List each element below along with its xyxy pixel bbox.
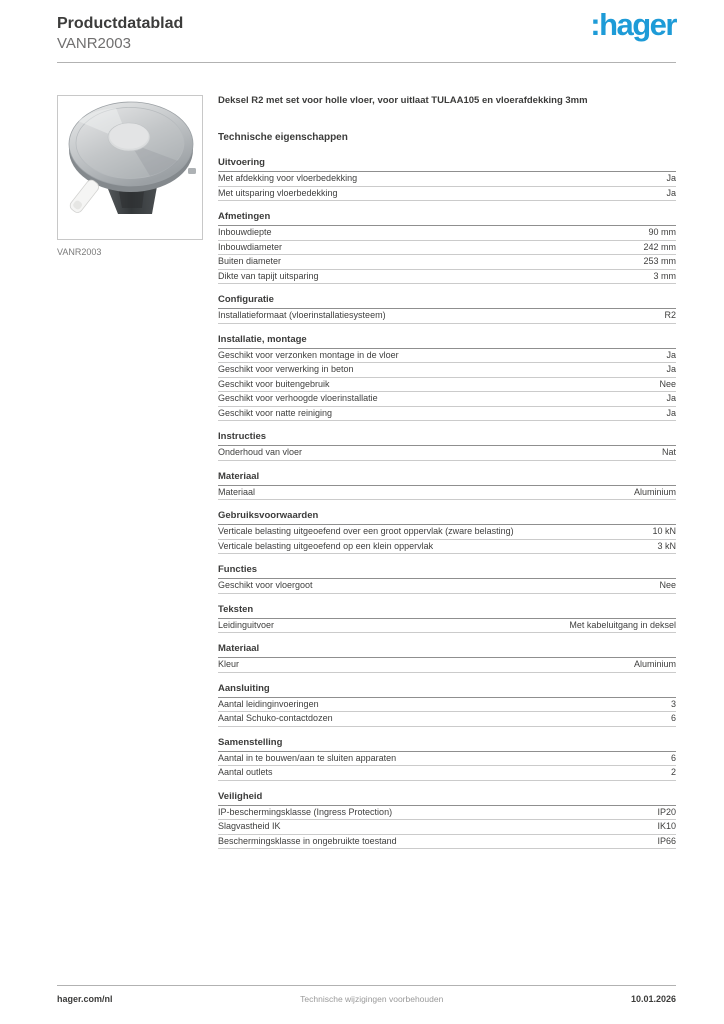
spec-rows: [218, 226, 676, 284]
spec-value: 2: [670, 767, 676, 778]
spec-label: Beschermingsklasse in ongebruikte toestand: [218, 835, 397, 846]
spec-row: [218, 392, 676, 407]
spec-value: R2: [664, 310, 676, 321]
spec-value: Ja: [666, 349, 676, 360]
spec-section: [218, 604, 676, 634]
spec-section-title: Materiaal: [218, 471, 676, 486]
spec-label: Geschikt voor vloergoot: [218, 580, 313, 591]
spec-section-title: Teksten: [218, 604, 676, 619]
spec-row: [218, 270, 676, 285]
spec-value: 10 kN: [652, 526, 676, 537]
spec-value: 90 mm: [648, 227, 676, 238]
spec-value: 3 kN: [657, 540, 676, 551]
spec-label: Verticale belasting uitgeoefend over een groot oppervlak (zware belasting): [218, 526, 514, 537]
spec-label: Aantal leidinginvoeringen: [218, 698, 319, 709]
spec-row: [218, 486, 676, 501]
spec-rows: [218, 658, 676, 673]
page-footer: [57, 985, 676, 1004]
spec-row: [218, 619, 676, 634]
spec-row: [218, 525, 676, 540]
specs-heading: Technische eigenschappen: [218, 132, 348, 143]
spec-value: Nat: [661, 447, 676, 458]
spec-rows: [218, 619, 676, 634]
spec-rows: [218, 806, 676, 850]
spec-rows: [218, 525, 676, 554]
spec-label: Aantal outlets: [218, 767, 273, 778]
spec-section-title: Installatie, montage: [218, 334, 676, 349]
spec-row: [218, 363, 676, 378]
spec-section: [218, 737, 676, 781]
spec-rows: [218, 579, 676, 594]
spec-section-title: Instructies: [218, 431, 676, 446]
spec-rows: [218, 309, 676, 324]
spec-section: [218, 431, 676, 461]
spec-value: Ja: [666, 393, 676, 404]
spec-row: [218, 241, 676, 256]
spec-value: Nee: [659, 580, 676, 591]
spec-value: 242 mm: [643, 241, 676, 252]
spec-section: [218, 510, 676, 554]
spec-section: [218, 643, 676, 673]
spec-value: Ja: [666, 187, 676, 198]
specifications-column: [218, 95, 676, 849]
spec-label: Materiaal: [218, 486, 256, 497]
spec-row: [218, 378, 676, 393]
spec-value: 253 mm: [643, 256, 676, 267]
spec-label: Geschikt voor verzonken montage in de vloer: [218, 349, 399, 360]
spec-value: IP66: [657, 835, 676, 846]
spec-label: Geschikt voor buitengebruik: [218, 378, 330, 389]
spec-label: Leidinguitvoer: [218, 619, 275, 630]
spec-section-title: Veiligheid: [218, 791, 676, 806]
spec-row: [218, 820, 676, 835]
spec-section-title: Afmetingen: [218, 211, 676, 226]
spec-label: Met uitsparing vloerbedekking: [218, 187, 338, 198]
doc-type-title: Productdatablad: [57, 15, 184, 32]
spec-row: [218, 766, 676, 781]
spec-section: [218, 294, 676, 324]
spec-row: [218, 446, 676, 461]
spec-label: Geschikt voor verwerking in beton: [218, 364, 354, 375]
spec-value: Met kabeluitgang in deksel: [569, 619, 676, 630]
spec-label: Met afdekking voor vloerbedekking: [218, 173, 358, 184]
spec-label: Aantal in te bouwen/aan te sluiten apparaten: [218, 752, 397, 763]
spec-row: [218, 172, 676, 187]
spec-section: [218, 683, 676, 727]
spec-row: [218, 835, 676, 850]
spec-rows: [218, 446, 676, 461]
spec-row: [218, 540, 676, 555]
spec-value: IK10: [657, 821, 676, 832]
floor-box-cover-illustration: [58, 96, 202, 239]
hager-logo: :hager: [590, 7, 676, 42]
spec-row: [218, 658, 676, 673]
spec-row: [218, 255, 676, 270]
spec-section-title: Configuratie: [218, 294, 676, 309]
footer-website-link[interactable]: hager.com/nl: [57, 994, 113, 1004]
spec-row: [218, 806, 676, 821]
spec-label: IP-beschermingsklasse (Ingress Protection): [218, 806, 393, 817]
image-caption: VANR2003: [57, 247, 102, 257]
spec-rows: [218, 172, 676, 201]
spec-label: Installatieformaat (vloerinstallatiesysteem): [218, 310, 386, 321]
spec-section-title: Uitvoering: [218, 157, 676, 172]
spec-sections: [218, 157, 676, 849]
spec-section: [218, 471, 676, 501]
spec-label: Onderhoud van vloer: [218, 447, 303, 458]
spec-label: Geschikt voor natte reiniging: [218, 407, 333, 418]
page-header: [57, 0, 676, 63]
product-image-column: [57, 95, 205, 849]
spec-value: 3: [670, 698, 676, 709]
spec-label: Inbouwdiepte: [218, 227, 272, 238]
spec-rows: [218, 486, 676, 501]
spec-section-title: Gebruiksvoorwaarden: [218, 510, 676, 525]
spec-row: [218, 187, 676, 202]
spec-label: Slagvastheid IK: [218, 821, 281, 832]
spec-value: Nee: [659, 378, 676, 389]
content-area: [57, 95, 676, 849]
spec-row: [218, 698, 676, 713]
spec-row: [218, 712, 676, 727]
spec-label: Geschikt voor verhoogde vloerinstallatie: [218, 393, 378, 404]
spec-label: Verticale belasting uitgeoefend op een klein oppervlak: [218, 540, 434, 551]
spec-section-title: Materiaal: [218, 643, 676, 658]
spec-section: [218, 791, 676, 850]
spec-value: 6: [670, 752, 676, 763]
spec-value: 6: [670, 713, 676, 724]
spec-section: [218, 211, 676, 284]
spec-row: [218, 579, 676, 594]
spec-value: Aluminium: [633, 659, 676, 670]
spec-label: Kleur: [218, 659, 240, 670]
spec-section: [218, 564, 676, 594]
spec-row: [218, 407, 676, 422]
spec-row: [218, 309, 676, 324]
spec-row: [218, 226, 676, 241]
spec-rows: [218, 349, 676, 422]
product-title: Deksel R2 met set voor holle vloer, voor uitlaat TULAA105 en vloerafdekking 3mm: [218, 95, 588, 106]
spec-label: Buiten diameter: [218, 256, 282, 267]
spec-row: [218, 349, 676, 364]
spec-section-title: Aansluiting: [218, 683, 676, 698]
spec-label: Dikte van tapijt uitsparing: [218, 270, 319, 281]
spec-label: Inbouwdiameter: [218, 241, 283, 252]
spec-section-title: Samenstelling: [218, 737, 676, 752]
spec-value: IP20: [657, 806, 676, 817]
footer-date: 10.01.2026: [630, 994, 676, 1004]
spec-value: Ja: [666, 407, 676, 418]
spec-section: [218, 157, 676, 201]
spec-section: [218, 334, 676, 422]
spec-rows: [218, 752, 676, 781]
spec-label: Aantal Schuko-contactdozen: [218, 713, 333, 724]
product-reference: VANR2003: [57, 35, 131, 52]
spec-value: Aluminium: [633, 486, 676, 497]
spec-value: Ja: [666, 364, 676, 375]
spec-rows: [218, 698, 676, 727]
spec-value: 3 mm: [653, 270, 676, 281]
spec-section-title: Functies: [218, 564, 676, 579]
footer-disclaimer: Technische wijzigingen voorbehouden: [300, 994, 444, 1004]
spec-row: [218, 752, 676, 767]
spec-value: Ja: [666, 173, 676, 184]
product-photo: [57, 95, 203, 240]
